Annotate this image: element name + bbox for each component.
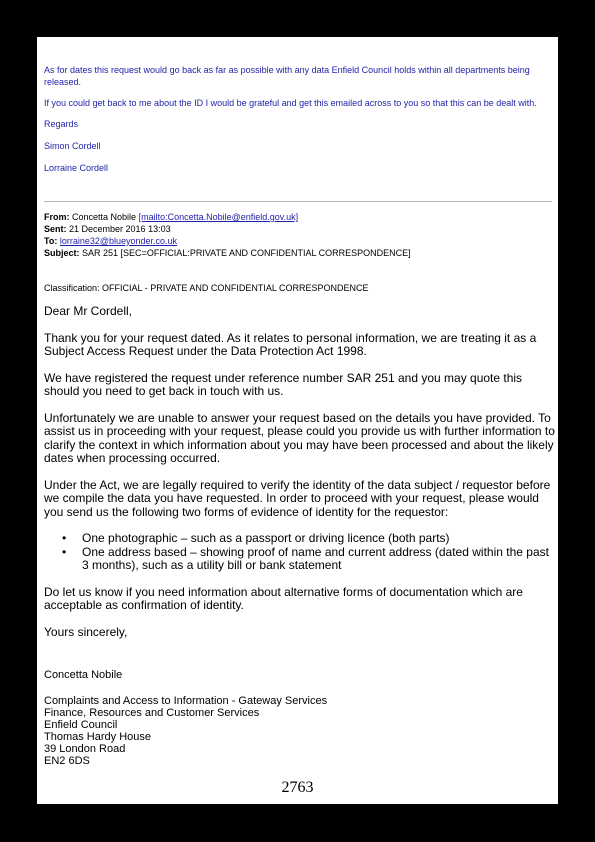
sent-label: Sent: [44, 224, 67, 234]
from-line [44, 211, 549, 223]
sent-value: 21 December 2016 13:03 [69, 224, 171, 234]
document-page [37, 37, 558, 804]
signature-line: Thomas Hardy House [44, 731, 151, 743]
subject-line [44, 247, 549, 259]
reply-paragraph-id: If you could get back to me about the ID I would be grateful and get this emailed across to you so that this can be dealt with. [44, 98, 537, 108]
signature-line: Finance, Resources and Customer Services [44, 707, 260, 719]
subject-label: Subject: [44, 248, 80, 258]
from-label: From: [44, 212, 70, 222]
letter-paragraph-1: Thank you for your request dated. As it relates to personal information, we are treating it as a Subject Access Request under the Data Protection Act 1998. [44, 330, 537, 358]
to-line [44, 235, 549, 247]
list-item-text: One photographic – such as a passport or driving licence (both parts) [82, 531, 450, 545]
bullet-icon: • [62, 531, 67, 545]
letter-paragraph-3: Unfortunately we are unable to answer your request based on the details you have provided. To assist us in proceeding with your request, please could you provide us with further information to clarify the context in which information about you may have been processed and about the likely dates when processing occurred. [44, 410, 555, 465]
signature-block [44, 695, 549, 767]
letter-paragraph-2: We have registered the request under reference number SAR 251 and you may quote this should you need to get back in touch with us. [44, 370, 523, 398]
reply-signer-lorraine: Lorraine Cordell [44, 163, 109, 173]
evidence-list [44, 532, 556, 573]
letter-paragraph-5: Do let us know if you need information about alternative forms of documentation which are acceptable as confirmation of identity. [44, 584, 523, 612]
signature-line: Complaints and Access to Information - Gateway Services [44, 695, 328, 707]
to-label: To: [44, 236, 58, 246]
reply-signer-simon: Simon Cordell [44, 141, 101, 151]
list-item [44, 546, 556, 573]
subject-value: SAR 251 [SEC=OFFICIAL:PRIVATE AND CONFIDENTIAL CORRESPONDENCE] [82, 248, 411, 258]
list-item [44, 532, 556, 546]
letter-paragraph-4: Under the Act, we are legally required to verify the identity of the data subject / requestor before we compile the data you have requested. In order to proceed with your request, please would you send us the following two forms of evidence of identity for the requestor: [44, 477, 551, 519]
reply-regards: Regards [44, 119, 79, 129]
bullet-icon: • [62, 544, 67, 559]
letter-salutation: Dear Mr Cordell, [44, 304, 133, 318]
email-header [44, 211, 549, 259]
list-item-text: One address based – showing proof of name and current address (dated within the past 3 months), such as a utility bill or bank statement [82, 544, 549, 572]
signature-line: Enfield Council [44, 719, 118, 731]
to-email-link[interactable]: lorraine32@blueyonder.co.uk [59, 236, 178, 246]
email-divider [44, 201, 552, 202]
signature-name: Concetta Nobile [44, 669, 123, 681]
sent-line [44, 223, 549, 235]
signature-line: 39 London Road [44, 743, 126, 755]
classification-line: Classification: OFFICIAL - PRIVATE AND CONFIDENTIAL CORRESPONDENCE [44, 283, 369, 293]
letter-body [44, 305, 556, 639]
reply-text [44, 64, 549, 174]
from-name: Concetta Nobile [72, 212, 137, 222]
from-email-link[interactable]: [mailto:Concetta.Nobile@enfield.gov.uk] [138, 212, 299, 222]
reply-paragraph-dates: As for dates this request would go back as far as possible with any data Enfield Council holds within all departments being released. [44, 65, 530, 87]
signature-line: EN2 6DS [44, 755, 90, 767]
page-number: 2763 [281, 779, 314, 796]
letter-closing: Yours sincerely, [44, 624, 128, 639]
